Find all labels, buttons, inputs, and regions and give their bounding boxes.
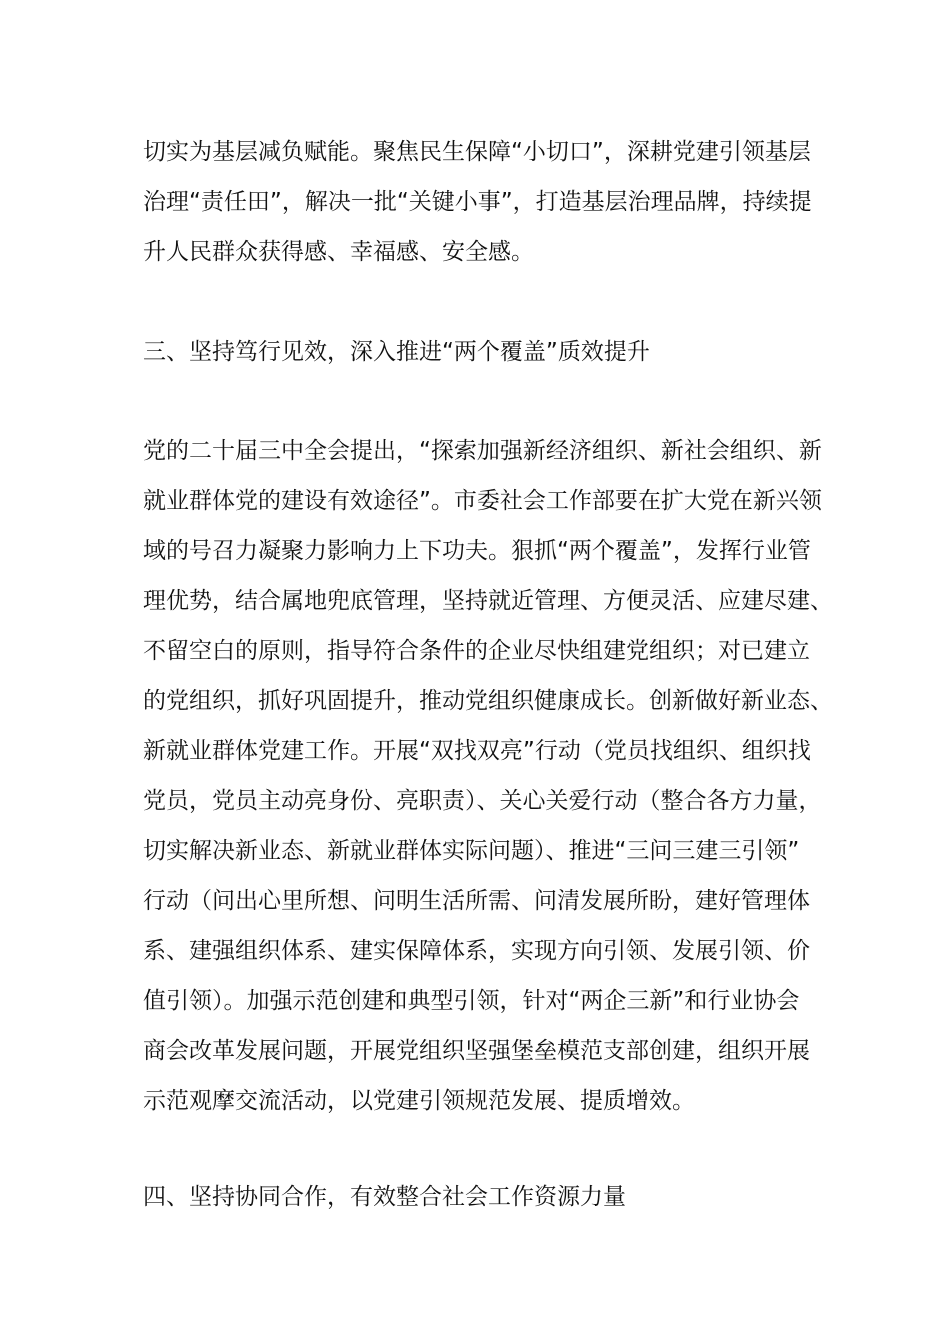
section-heading-4 (143, 1172, 833, 1222)
paragraph-line: 行动（问出心里所想、问明生活所需、问清发展所盼，建好管理体 (143, 888, 810, 914)
paragraph-line: 切实解决新业态、新就业群体实际问题）、推进“三问三建三引领” (143, 838, 800, 864)
section-heading-text: 三、坚持笃行见效，深入推进“两个覆盖”质效提升 (143, 339, 650, 365)
paragraph-line: 新就业群体党建工作。开展“双找双亮”行动（党员找组织、组织找 (143, 738, 811, 764)
section-heading-text: 四、坚持协同合作，有效整合社会工作资源力量 (143, 1184, 626, 1210)
paragraph-line: 升人民群众获得感、幸福感、安全感。 (143, 239, 534, 265)
paragraph-two-coverages (143, 426, 833, 1126)
section-heading-3 (143, 327, 833, 377)
paragraph-line: 商会改革发展问题，开展党组织坚强堡垒模范支部创建，组织开展 (143, 1038, 810, 1064)
paragraph-line: 理优势，结合属地兜底管理，坚持就近管理、方便灵活、应建尽建、 (143, 588, 833, 614)
paragraph-grassroots-burden (143, 127, 833, 277)
paragraph-line: 示范观摩交流活动，以党建引领规范发展、提质增效。 (143, 1088, 695, 1114)
paragraph-line: 值引领）。加强示范创建和典型引领，针对“两企三新”和行业协会 (143, 988, 800, 1014)
paragraph-line: 切实为基层减负赋能。聚焦民生保障“小切口”，深耕党建引领基层 (143, 139, 811, 165)
paragraph-line: 不留空白的原则，指导符合条件的企业尽快组建党组织；对已建立 (143, 638, 810, 664)
paragraph-line: 域的号召力凝聚力影响力上下功夫。狠抓“两个覆盖”，发挥行业管 (143, 538, 811, 564)
paragraph-line: 就业群体党的建设有效途径”。市委社会工作部要在扩大党在新兴领 (143, 488, 822, 514)
paragraph-line: 党员，党员主动亮身份、亮职责）、关心关爱行动（整合各方力量， (143, 788, 822, 814)
paragraph-line: 的党组织，抓好巩固提升，推动党组织健康成长。创新做好新业态、 (143, 688, 833, 714)
paragraph-line: 治理“责任田”，解决一批“关键小事”，打造基层治理品牌，持续提 (143, 189, 812, 215)
paragraph-line: 党的二十届三中全会提出，“探索加强新经济组织、新社会组织、新 (143, 438, 822, 464)
paragraph-line: 系、建强组织体系、建实保障体系，实现方向引领、发展引领、价 (143, 938, 810, 964)
